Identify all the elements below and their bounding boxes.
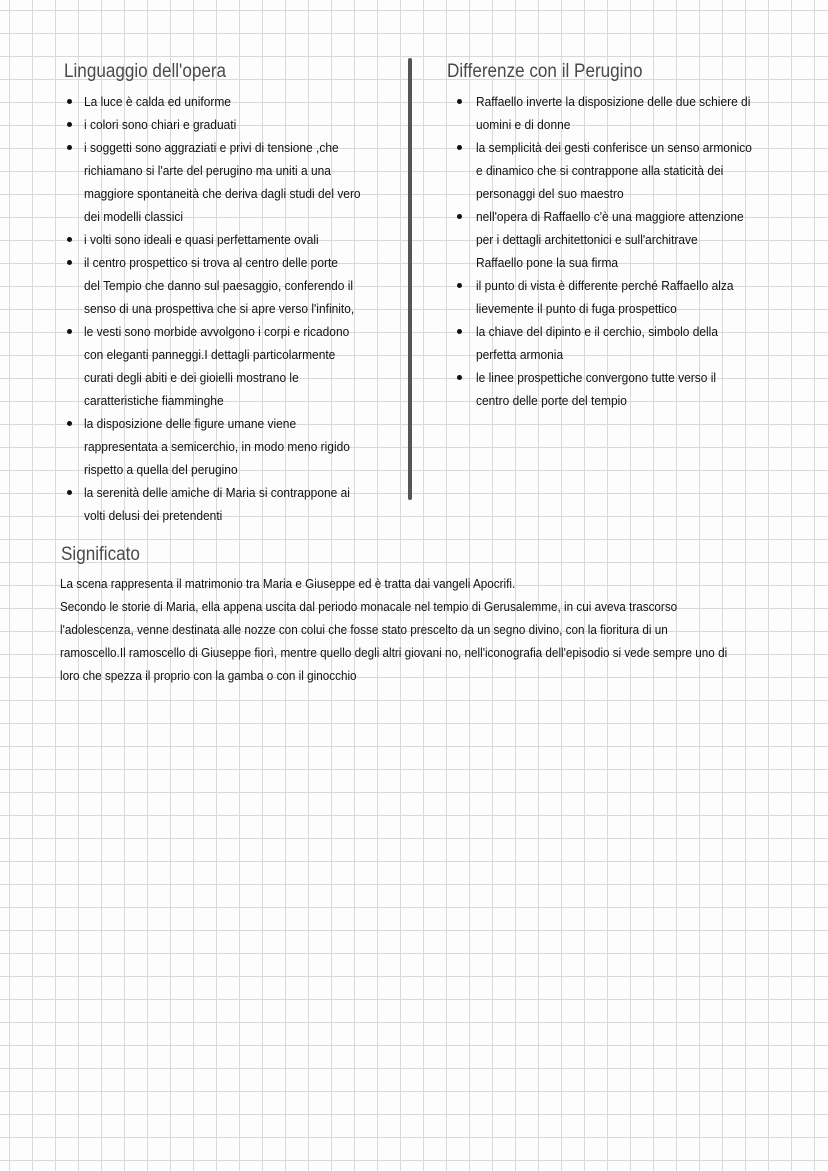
list-item-text: maggiore spontaneità che deriva dagli studi del vero	[84, 185, 361, 201]
list-item-text: nell'opera di Raffaello c'è una maggiore attenzione	[476, 208, 744, 224]
paragraph-line: l'adolescenza, venne destinata alle nozze con colui che fosse stato prescelto da un segno divino, con la fioritura di un	[60, 622, 668, 637]
list-item-text: il punto di vista è differente perché Raffaello alza	[476, 277, 734, 293]
list-item-text: la disposizione delle figure umane viene	[84, 415, 297, 431]
list-item	[84, 251, 385, 320]
bullet-icon	[67, 329, 72, 334]
list-item-text: rappresentata a semicerchio, in modo meno rigido	[84, 438, 350, 454]
column-divider	[408, 58, 412, 500]
list-item-text: centro delle porte del tempio	[476, 392, 627, 408]
list-item-text: richiamano si l'arte del perugino ma uniti a una	[84, 162, 331, 178]
paragraph-line: ramoscello.Il ramoscello di Giuseppe fiorì, mentre quello degli altri giovani no, nell'iconografia dell'episodio si vede sempre uno di	[60, 645, 728, 660]
bullet-icon	[457, 329, 462, 334]
list-item	[476, 366, 776, 412]
list-item-text: i soggetti sono aggraziati e privi di tensione ,che	[84, 139, 339, 155]
list-item-text: i volti sono ideali e quasi perfettamente ovali	[84, 231, 319, 247]
list-item-text: con eleganti panneggi.I dettagli particolarmente	[84, 346, 336, 362]
list-item	[84, 113, 385, 136]
bullet-icon	[457, 375, 462, 380]
list-item	[84, 412, 385, 481]
list-item	[84, 320, 385, 412]
list-item-text: la serenità delle amiche di Maria si contrappone ai	[84, 484, 350, 500]
list-item-text: La luce è calda ed uniforme	[84, 93, 231, 109]
list-item-text: e dinamico che si contrappone alla staticità dei	[476, 162, 724, 178]
list-item-text: caratteristiche fiamminghe	[84, 392, 224, 408]
list-item	[476, 274, 776, 320]
bullet-icon	[67, 237, 72, 242]
list-item-text: rispetto a quella del perugino	[84, 461, 238, 477]
bullet-icon	[67, 122, 72, 127]
list-item-text: uomini e di donne	[476, 116, 571, 132]
list-item-text: la chiave del dipinto e il cerchio, simbolo della	[476, 323, 719, 339]
list-item	[476, 136, 776, 205]
paragraph-line: Secondo le storie di Maria, ella appena uscita dal periodo monacale nel tempio di Gerusalemme, in cui aveva trascorso	[60, 599, 678, 614]
list-item-text: dei modelli classici	[84, 208, 184, 224]
list-item	[476, 205, 776, 274]
list-item	[84, 228, 385, 251]
bullet-icon	[457, 214, 462, 219]
bullet-icon	[457, 283, 462, 288]
significato-paragraph	[60, 572, 801, 687]
section-title-significato: Significato	[61, 544, 140, 565]
list-item-text: del Tempio che danno sul paesaggio, conferendo il	[84, 277, 354, 293]
list-item-text: Raffaello pone la sua firma	[476, 254, 619, 270]
linguaggio-list	[84, 90, 385, 527]
list-item-text: il centro prospettico si trova al centro delle porte	[84, 254, 338, 270]
list-item	[84, 90, 385, 113]
section-title-linguaggio: Linguaggio dell'opera	[64, 61, 227, 82]
list-item	[476, 320, 776, 366]
list-item-text: i colori sono chiari e graduati	[84, 116, 237, 132]
bullet-icon	[457, 99, 462, 104]
list-item	[476, 90, 776, 136]
list-item-text: le vesti sono morbide avvolgono i corpi e ricadono	[84, 323, 350, 339]
list-item	[84, 136, 385, 228]
list-item-text: perfetta armonia	[476, 346, 564, 362]
section-title-differenze: Differenze con il Perugino	[447, 61, 643, 82]
list-item-text: lievemente il punto di fuga prospettico	[476, 300, 677, 316]
list-item-text: senso di una prospettiva che si apre verso l'infinito,	[84, 300, 355, 316]
differenze-list	[476, 90, 776, 412]
bullet-icon	[67, 490, 72, 495]
bullet-icon	[67, 421, 72, 426]
bullet-icon	[457, 145, 462, 150]
list-item-text: curati degli abiti e dei gioielli mostrano le	[84, 369, 299, 385]
list-item-text: personaggi del suo maestro	[476, 185, 624, 201]
list-item	[84, 481, 385, 527]
list-item-text: Raffaello inverte la disposizione delle due schiere di	[476, 93, 751, 109]
list-item-text: le linee prospettiche convergono tutte verso il	[476, 369, 717, 385]
list-item-text: la semplicità dei gesti conferisce un senso armonico	[476, 139, 752, 155]
list-item-text: volti delusi dei pretendenti	[84, 507, 223, 523]
paragraph-line: La scena rappresenta il matrimonio tra Maria e Giuseppe ed è tratta dai vangeli Apocrifi.	[60, 576, 516, 591]
bullet-icon	[67, 145, 72, 150]
bullet-icon	[67, 99, 72, 104]
paragraph-line: loro che spezza il proprio con la gamba o con il ginocchio	[60, 668, 357, 683]
bullet-icon	[67, 260, 72, 265]
list-item-text: per i dettagli architettonici e sull'architrave	[476, 231, 698, 247]
